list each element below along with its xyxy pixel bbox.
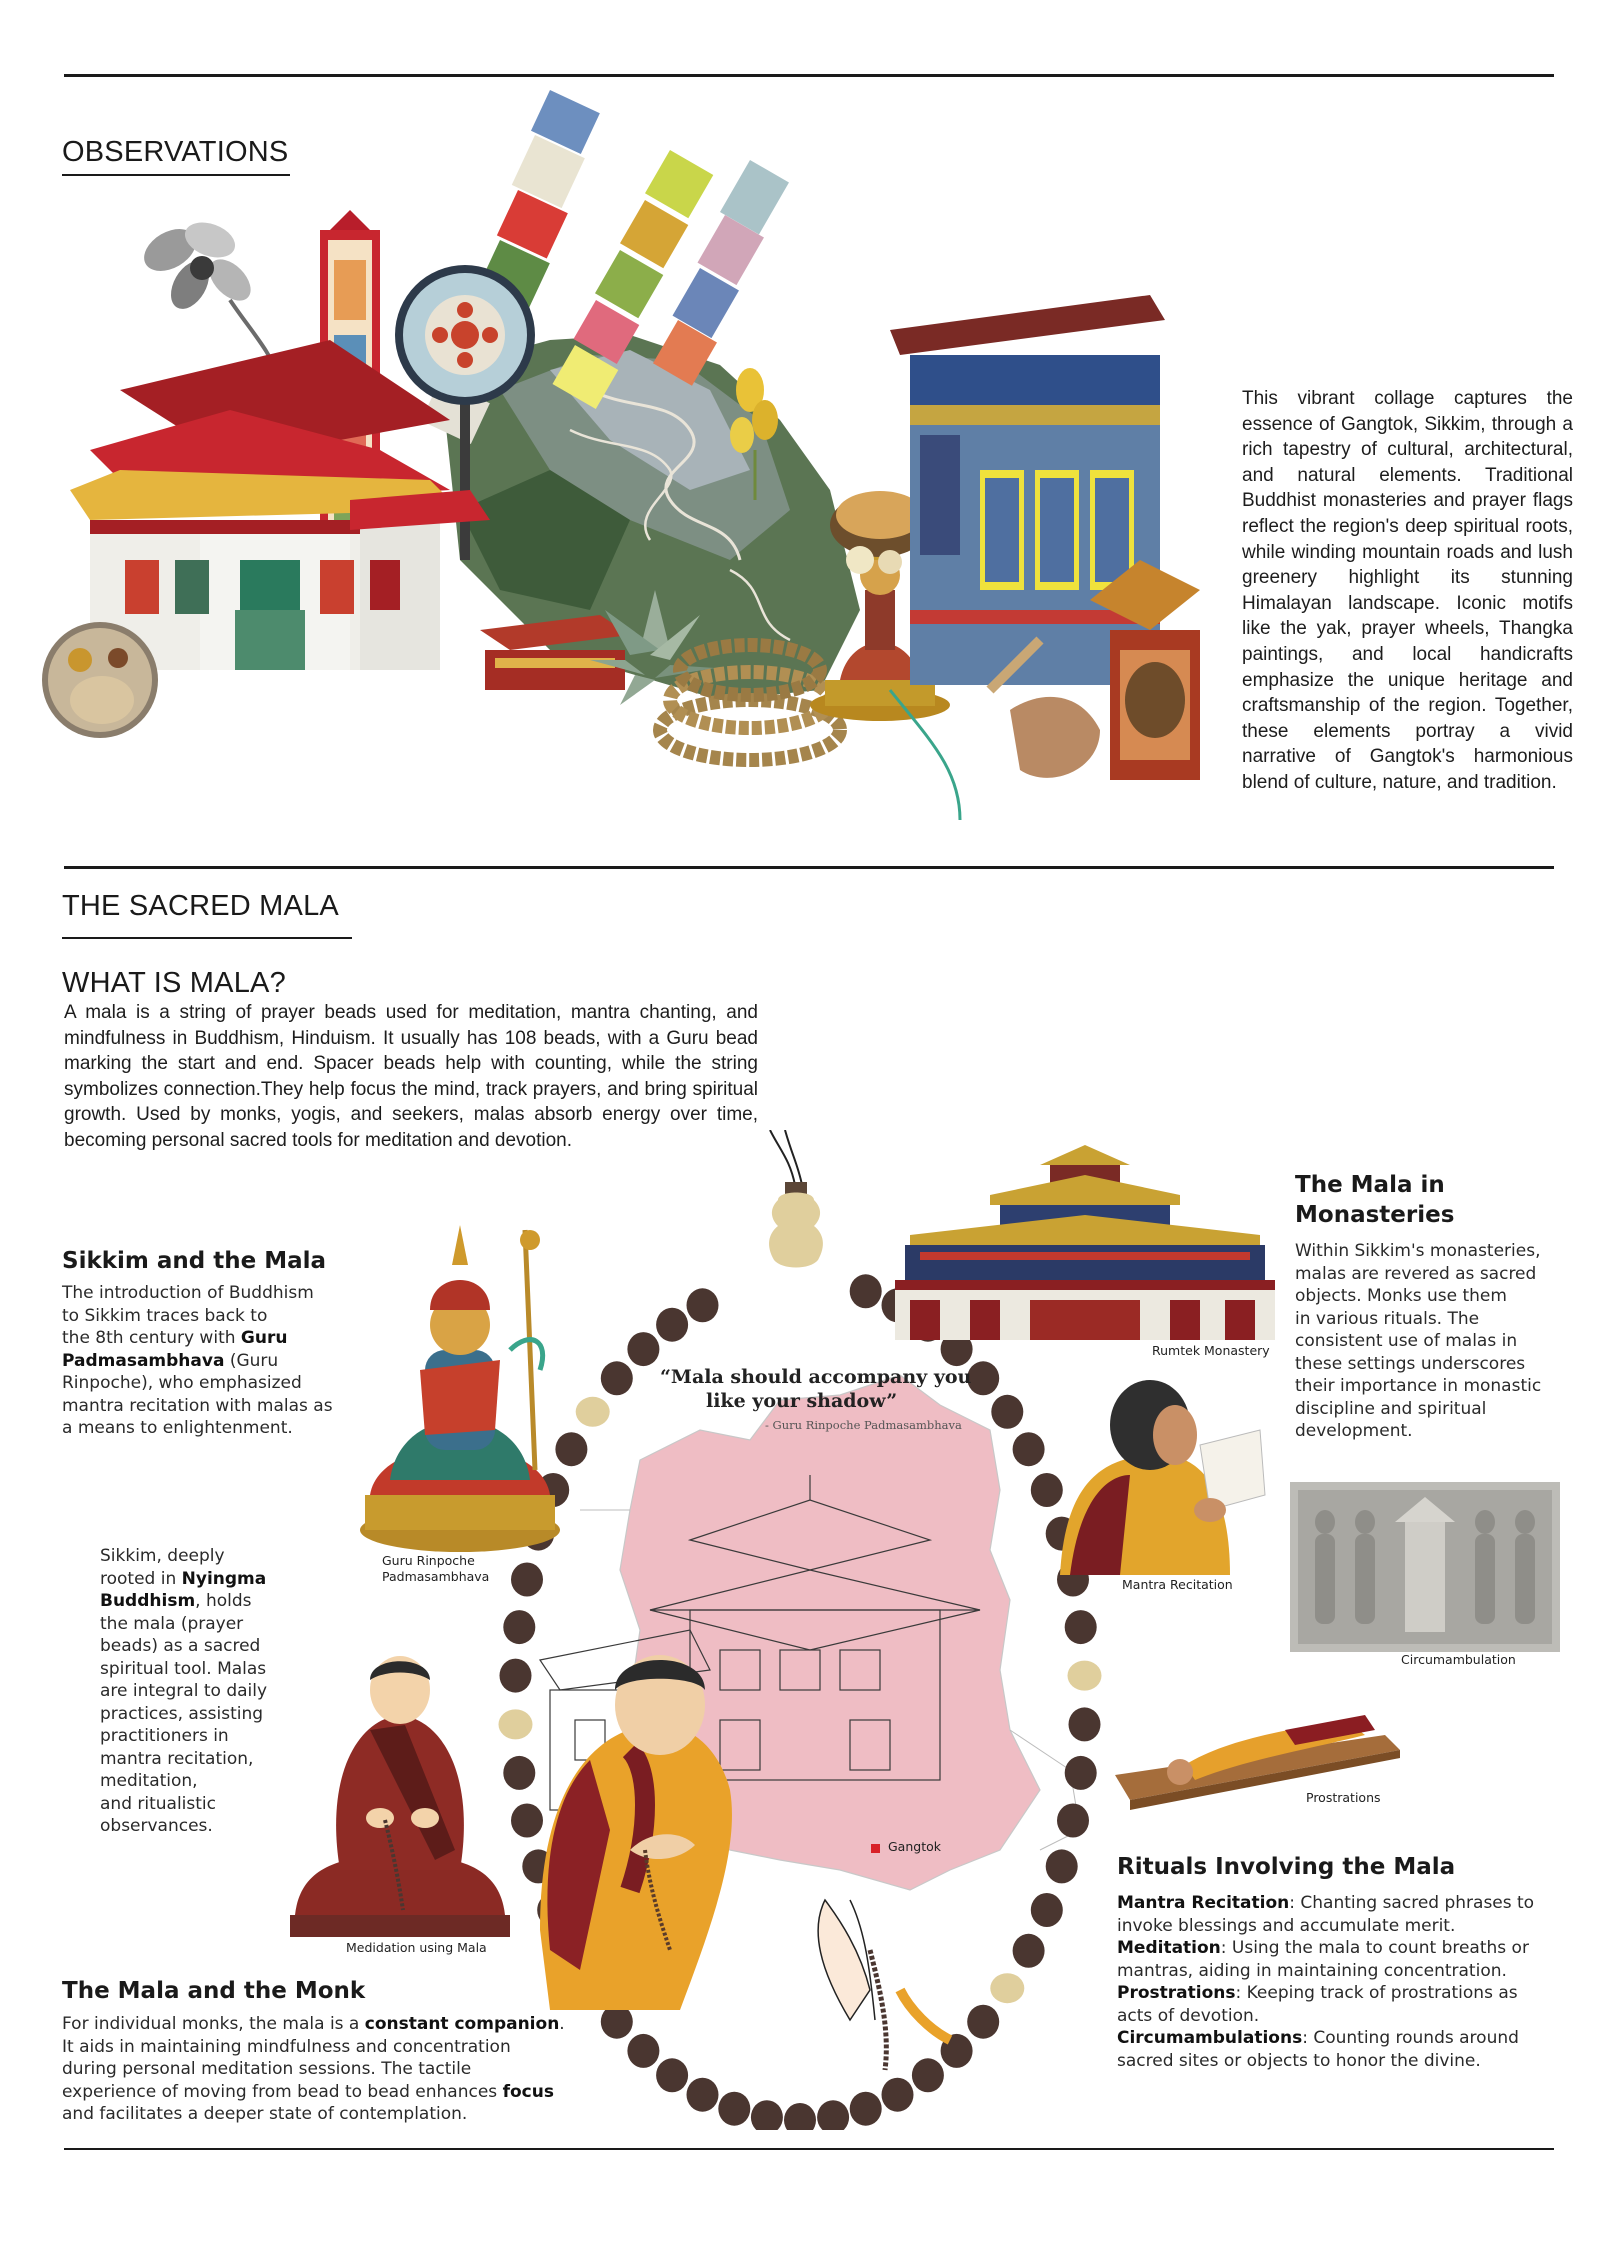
mala-bead	[627, 2034, 659, 2068]
observations-description: This vibrant collage captures the essence of Gangtok, Sikkim, through a rich tapestry of cultural, architectural, and natural elements. Traditional Buddhist monasteries and prayer flags reflect the region's deep spiritual roots, while winding mountain roads and lush greenery highlight its stunning Himalayan landscape. Iconic motifs like the yak, prayer wheels, Thangka paintings, and local handicrafts emphasize the unique heritage and craftsmanship of the region. Together, these elements portray a vivid narrative of Gangtok's harmonious blend of culture, nature, and tradition.	[1242, 388, 1573, 793]
nyingma-text: Sikkim, deeply rooted in Nyingma Buddhism, holds the mala (prayer beads) as a sacred spiritual tool. Malas are integral to daily practices, assisting practitioners in mantra recitation, meditation, and ritualistic observances.	[100, 1546, 268, 1836]
spacer-bead	[576, 1397, 610, 1427]
bottom-rule	[64, 2148, 1554, 2150]
thali-plate	[42, 622, 158, 738]
mala-bead	[784, 2103, 816, 2130]
mantra-recitation-caption: Mantra Recitation	[1122, 1577, 1233, 1592]
mala-bead	[718, 2092, 750, 2126]
mala-bead	[1013, 1432, 1045, 1466]
monasteries-text: Within Sikkim's monasteries, malas are revered as sacred objects. Monks use them in various rituals. The consistent use of malas in these settings underscores their importance in monastic discipline and spiritual development.	[1295, 1241, 1542, 1441]
mala-bead	[1065, 1610, 1097, 1644]
circumambulation-image	[1290, 1482, 1560, 1652]
guru-rinpoche-caption: Guru Rinpoche Padmasambhava	[382, 1553, 490, 1584]
mala-bead	[687, 2078, 719, 2112]
gangtok-collage-image	[30, 90, 1230, 850]
meditating-monk-image	[285, 1640, 515, 1940]
mala-bead	[1046, 1849, 1078, 1883]
quote-attribution: - Guru Rinpoche Padmasambhava	[765, 1418, 962, 1432]
mala-bead	[751, 2100, 783, 2130]
rituals-heading: Rituals Involving the Mala	[1117, 1854, 1456, 1880]
mala-bead	[656, 1308, 688, 1342]
mala-bead	[991, 1395, 1023, 1429]
mala-bead	[601, 1361, 633, 1395]
mala-bead	[511, 1804, 543, 1838]
sikkim-mala-text: The introduction of Buddhism to Sikkim traces back to the 8th century with Guru Padmasambhava (Guru Rinpoche), who emphasized mantra recitation with malas as a means to enlightenment.	[62, 1283, 333, 1438]
guru-bead	[769, 1130, 823, 1268]
top-rule	[64, 74, 1554, 77]
rumtek-monastery-image	[890, 1140, 1280, 1340]
quote-line-1: “Mala should accompany you	[660, 1366, 972, 1388]
monk-heading: The Mala and the Monk	[62, 1978, 366, 2004]
what-is-mala-text: A mala is a string of prayer beads used for meditation, mantra chanting, and mindfulness in Buddhism, Hinduism. It usually has 108 beads, with a Guru bead marking the start and end. Spacer beads help with counting, while the string symbolizes connection.They help focus the mind, track prayers, and bring spiritual growth. Used by monks, yogis, and seekers, malas absorb energy over time, becoming personal sacred tools for meditation and devotion.	[64, 1002, 758, 1151]
mala-bead	[1013, 1934, 1045, 1968]
monk-illustration	[540, 1655, 732, 2010]
mala-bead	[912, 2058, 944, 2092]
mala-bead	[967, 1361, 999, 1395]
mala-bead	[967, 2005, 999, 2039]
mala-bead	[627, 1332, 659, 1366]
guru-rinpoche-statue-image	[350, 1210, 580, 1560]
sikkim-mala-heading: Sikkim and the Mala	[62, 1248, 327, 1274]
sacred-mala-heading: THE SACRED MALA	[62, 890, 339, 922]
spacer-bead	[990, 1973, 1024, 2003]
gangtok-label: Gangtok	[888, 1839, 941, 1854]
mantra-recitation-image	[1060, 1375, 1280, 1575]
mala-bead	[1057, 1804, 1089, 1838]
middle-rule	[64, 866, 1554, 869]
ritual-item: Meditation: Using the mala to count breaths or mantras, aiding in maintaining concentration.	[1117, 1938, 1529, 1981]
quote-line-2: like your shadow”	[706, 1390, 898, 1412]
mala-bead	[503, 1610, 535, 1644]
mala-bead	[1065, 1756, 1097, 1790]
mala-bead	[850, 2092, 882, 2126]
spacer-bead	[1068, 1661, 1102, 1691]
gangtok-marker	[871, 1844, 880, 1853]
observations-heading: OBSERVATIONS	[62, 136, 289, 168]
rituals-list	[1117, 1892, 1557, 2072]
monasteries-heading: The Mala in Monasteries	[1295, 1172, 1455, 1228]
mala-bead	[687, 1288, 719, 1322]
mala-bead	[817, 2100, 849, 2130]
mala-bead	[882, 2078, 914, 2112]
rumtek-caption: Rumtek Monastery	[1152, 1343, 1270, 1358]
mala-bead	[1031, 1473, 1063, 1507]
mala-bead	[656, 2058, 688, 2092]
mala-bead	[1069, 1707, 1101, 1741]
circumambulation-caption: Circumambulation	[1401, 1652, 1516, 1667]
praying-hands-illustration	[818, 1900, 950, 2070]
mala-bead	[1031, 1893, 1063, 1927]
mala-bead	[850, 1274, 882, 1308]
meditation-caption: Medidation using Mala	[346, 1940, 487, 1955]
ritual-item: Prostrations: Keeping track of prostrations as acts of devotion.	[1117, 1983, 1518, 2026]
prostrations-caption: Prostrations	[1306, 1790, 1381, 1805]
sacred-mala-underline	[62, 937, 352, 939]
carved-table	[480, 615, 630, 690]
mala-bead	[511, 1563, 543, 1597]
painted-building	[890, 295, 1165, 685]
prostrations-image	[1115, 1700, 1405, 1830]
what-is-mala-heading: WHAT IS MALA?	[62, 967, 286, 999]
ritual-item: Circumambulations: Counting rounds around sacred sites or objects to honor the divine.	[1117, 2028, 1519, 2071]
monk-text: For individual monks, the mala is a constant companion. It aids in maintaining mindfulness and concentration during personal meditation sessions. The tactile experience of moving from bead to bead enhances focus and facilitates a deeper state of contemplation.	[62, 2014, 565, 2124]
orchid-flower	[137, 216, 280, 380]
ritual-item: Mantra Recitation: Chanting sacred phrases to invoke blessings and accumulate merit.	[1117, 1893, 1535, 1936]
